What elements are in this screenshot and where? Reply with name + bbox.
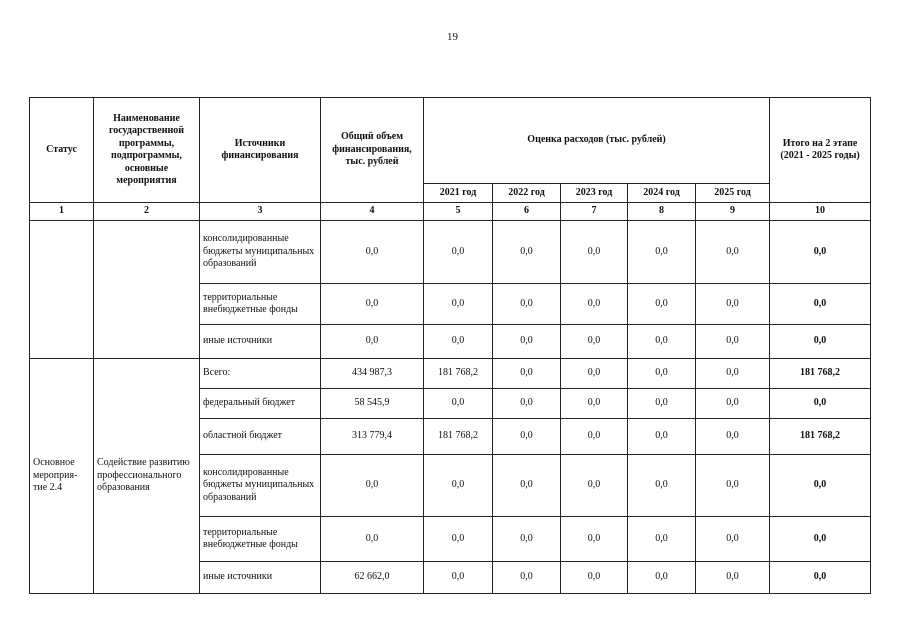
source-cell: территориальные внебюджетные фонды <box>200 517 321 562</box>
year-value-cell: 0,0 <box>424 389 493 419</box>
column-number: 10 <box>770 203 871 221</box>
stage-total-cell: 0,0 <box>770 221 871 284</box>
year-value-cell: 0,0 <box>561 284 628 325</box>
year-value-cell: 0,0 <box>493 389 561 419</box>
year-value-cell: 0,0 <box>424 325 493 359</box>
budget-table <box>29 97 871 594</box>
total-cell: 62 662,0 <box>321 562 424 594</box>
year-value-cell: 0,0 <box>561 455 628 517</box>
measure-status: Основное мероприя-тие 2.4 <box>30 359 94 594</box>
stage-total-cell: 0,0 <box>770 325 871 359</box>
total-cell: 434 987,3 <box>321 359 424 389</box>
stage-total-cell: 0,0 <box>770 389 871 419</box>
column-number: 1 <box>30 203 94 221</box>
year-value-cell: 0,0 <box>561 517 628 562</box>
year-value-cell: 0,0 <box>493 455 561 517</box>
year-value-cell: 0,0 <box>424 517 493 562</box>
stage-total-cell: 0,0 <box>770 562 871 594</box>
year-value-cell: 0,0 <box>696 562 770 594</box>
year-value-cell: 0,0 <box>628 455 696 517</box>
page-number: 19 <box>447 31 458 43</box>
header-year: 2022 год <box>493 184 561 203</box>
source-cell: федеральный бюджет <box>200 389 321 419</box>
source-cell: консолидированные бюджеты муниципальных образований <box>200 221 321 284</box>
year-value-cell: 0,0 <box>628 325 696 359</box>
source-cell: территориальные внебюджетные фонды <box>200 284 321 325</box>
year-value-cell: 0,0 <box>696 221 770 284</box>
stage-total-cell: 181 768,2 <box>770 419 871 455</box>
header-sources: Источники финансирования <box>200 98 321 203</box>
year-value-cell: 0,0 <box>424 284 493 325</box>
table-row <box>30 359 871 389</box>
year-value-cell: 0,0 <box>561 221 628 284</box>
header-year: 2023 год <box>561 184 628 203</box>
name-cell-empty <box>94 221 200 359</box>
year-value-cell: 0,0 <box>628 517 696 562</box>
measure-name: Содействие развитию профессионального образования <box>94 359 200 594</box>
column-number: 6 <box>493 203 561 221</box>
year-value-cell: 0,0 <box>628 389 696 419</box>
column-number: 4 <box>321 203 424 221</box>
year-value-cell: 0,0 <box>628 562 696 594</box>
total-cell: 313 779,4 <box>321 419 424 455</box>
source-cell: областной бюджет <box>200 419 321 455</box>
year-value-cell: 0,0 <box>493 325 561 359</box>
table-row <box>30 221 871 284</box>
total-cell: 0,0 <box>321 325 424 359</box>
column-number: 9 <box>696 203 770 221</box>
stage-total-cell: 181 768,2 <box>770 359 871 389</box>
year-value-cell: 0,0 <box>696 419 770 455</box>
header-estimate: Оценка расходов (тыс. рублей) <box>424 98 770 184</box>
header-total-volume: Общий объем финансирования, тыс. рублей <box>321 98 424 203</box>
year-value-cell: 0,0 <box>493 221 561 284</box>
year-value-cell: 0,0 <box>696 359 770 389</box>
total-cell: 0,0 <box>321 284 424 325</box>
year-value-cell: 0,0 <box>561 325 628 359</box>
year-value-cell: 181 768,2 <box>424 359 493 389</box>
year-value-cell: 0,0 <box>696 389 770 419</box>
column-number: 3 <box>200 203 321 221</box>
year-value-cell: 0,0 <box>424 221 493 284</box>
year-value-cell: 0,0 <box>424 562 493 594</box>
year-value-cell: 0,0 <box>628 419 696 455</box>
column-number: 8 <box>628 203 696 221</box>
year-value-cell: 0,0 <box>696 325 770 359</box>
header-status: Статус <box>30 98 94 203</box>
column-number: 7 <box>561 203 628 221</box>
total-cell: 58 545,9 <box>321 389 424 419</box>
header-stage-total: Итого на 2 этапе (2021 - 2025 годы) <box>770 98 871 203</box>
source-cell: Всего: <box>200 359 321 389</box>
year-value-cell: 0,0 <box>561 419 628 455</box>
source-cell: консолидированные бюджеты муниципальных образований <box>200 455 321 517</box>
year-value-cell: 0,0 <box>493 517 561 562</box>
year-value-cell: 0,0 <box>696 517 770 562</box>
stage-total-cell: 0,0 <box>770 284 871 325</box>
column-number: 5 <box>424 203 493 221</box>
header-name: Наименование государственной программы, подпрограммы, основные мероприятия <box>94 98 200 203</box>
total-cell: 0,0 <box>321 455 424 517</box>
year-value-cell: 0,0 <box>493 562 561 594</box>
header-year: 2025 год <box>696 184 770 203</box>
stage-total-cell: 0,0 <box>770 517 871 562</box>
stage-total-cell: 0,0 <box>770 455 871 517</box>
year-value-cell: 0,0 <box>561 562 628 594</box>
source-cell: иные источники <box>200 562 321 594</box>
year-value-cell: 0,0 <box>628 221 696 284</box>
year-value-cell: 181 768,2 <box>424 419 493 455</box>
year-value-cell: 0,0 <box>561 389 628 419</box>
year-value-cell: 0,0 <box>696 284 770 325</box>
header-year: 2024 год <box>628 184 696 203</box>
year-value-cell: 0,0 <box>493 284 561 325</box>
year-value-cell: 0,0 <box>424 455 493 517</box>
total-cell: 0,0 <box>321 517 424 562</box>
header-year: 2021 год <box>424 184 493 203</box>
total-cell: 0,0 <box>321 221 424 284</box>
year-value-cell: 0,0 <box>493 419 561 455</box>
column-number: 2 <box>94 203 200 221</box>
year-value-cell: 0,0 <box>696 455 770 517</box>
year-value-cell: 0,0 <box>561 359 628 389</box>
status-cell-empty <box>30 221 94 359</box>
year-value-cell: 0,0 <box>493 359 561 389</box>
source-cell: иные источники <box>200 325 321 359</box>
year-value-cell: 0,0 <box>628 284 696 325</box>
year-value-cell: 0,0 <box>628 359 696 389</box>
